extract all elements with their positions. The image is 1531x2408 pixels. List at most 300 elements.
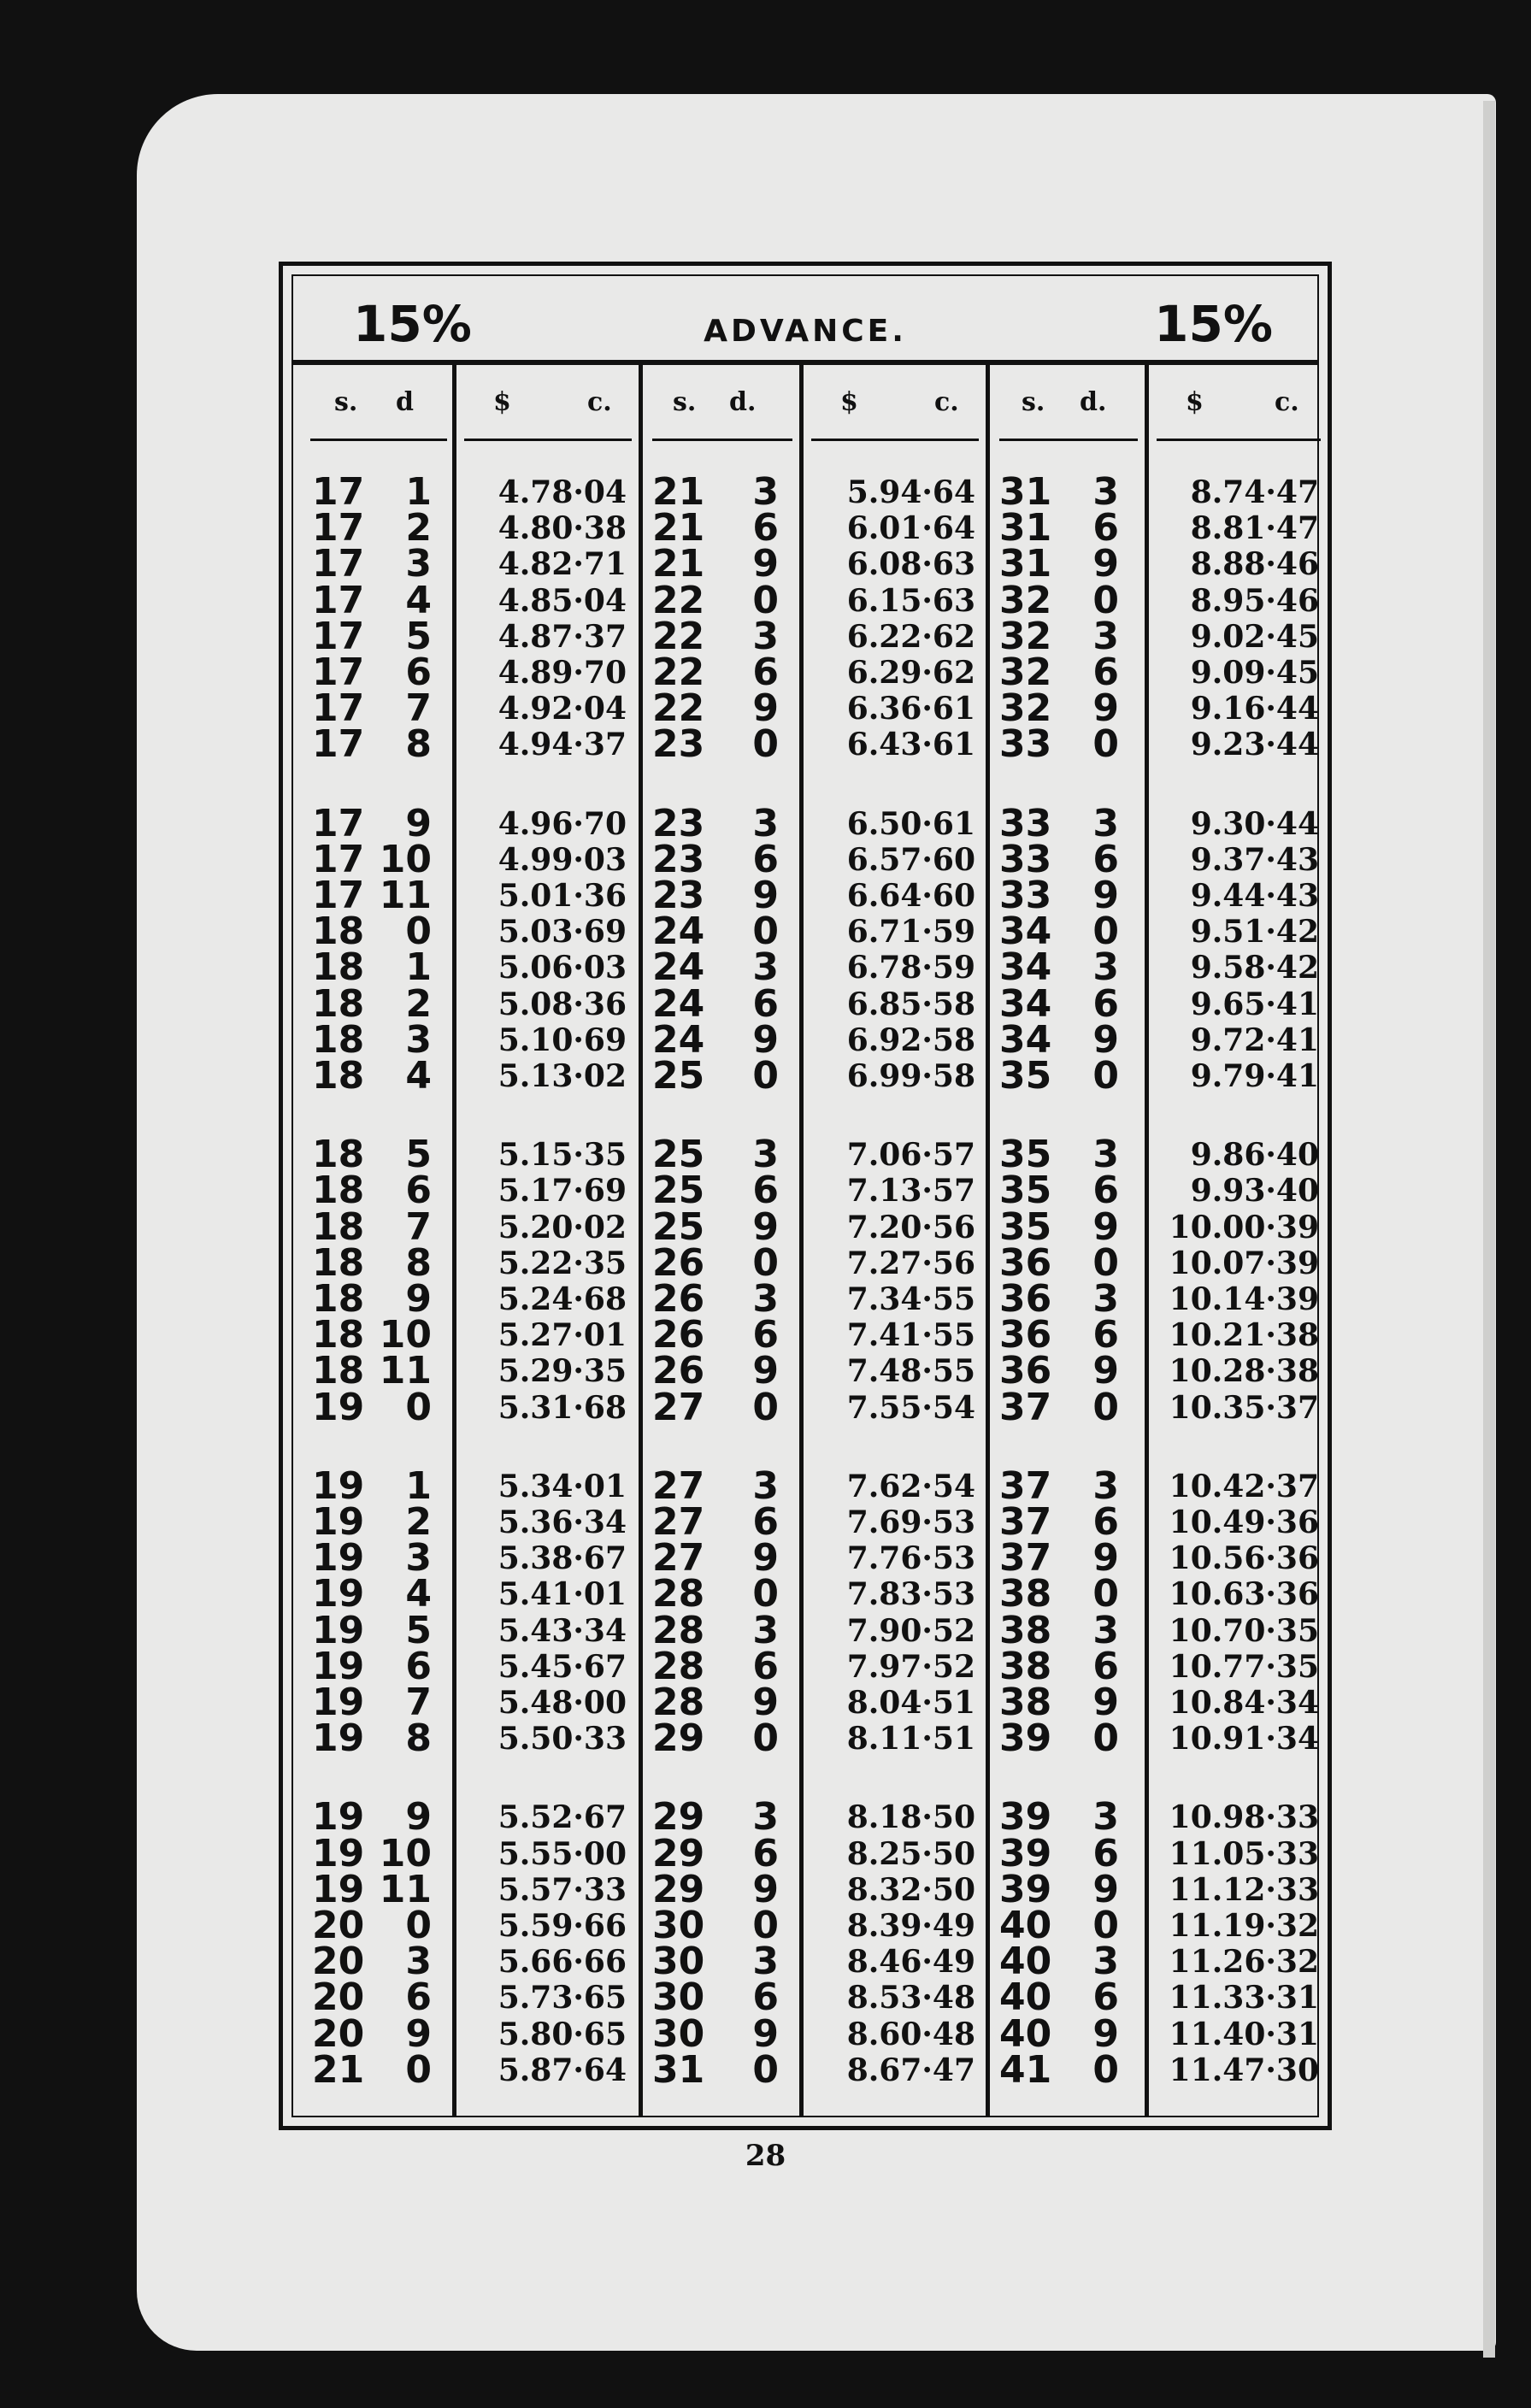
shillings-cell: 24 bbox=[652, 910, 705, 954]
dollars-cell: 9.37·43 bbox=[1190, 841, 1319, 878]
shillings-cell: 18 bbox=[312, 1313, 365, 1357]
shillings-cell: 28 bbox=[652, 1681, 705, 1724]
pence-cell: 9 bbox=[752, 1349, 779, 1393]
dollars-cell: 8.11·51 bbox=[846, 1721, 975, 1757]
pence-cell: 11 bbox=[379, 874, 432, 917]
shillings-cell: 31 bbox=[652, 2047, 705, 2092]
dollars-cell: 10.56·36 bbox=[1169, 1540, 1319, 1577]
dollars-cell: 5.87·64 bbox=[498, 2052, 627, 2088]
table-row bbox=[312, 801, 457, 845]
table-row bbox=[312, 1204, 457, 1249]
dollars-cell: 10.77·35 bbox=[1169, 1648, 1319, 1685]
shillings-cell: 32 bbox=[999, 578, 1052, 622]
shillings-cell: 26 bbox=[652, 1240, 705, 1285]
table-row bbox=[652, 1349, 798, 1393]
shillings-cell: 40 bbox=[999, 1940, 1052, 1984]
pence-cell: 0 bbox=[752, 1385, 779, 1429]
dollars-cell: 9.86·40 bbox=[1190, 1137, 1319, 1174]
table-row bbox=[999, 2047, 1145, 2092]
col-header-dc-3: $ c. bbox=[1186, 387, 1299, 417]
dollars-cell: 5.24·68 bbox=[498, 1281, 627, 1317]
pence-cell: 0 bbox=[752, 1716, 779, 1761]
table-row bbox=[999, 578, 1145, 622]
shillings-cell: 21 bbox=[652, 506, 705, 550]
shillings-cell: 30 bbox=[652, 2011, 705, 2056]
dollars-cell: 7.90·52 bbox=[846, 1612, 975, 1649]
pence-cell: 3 bbox=[752, 945, 779, 990]
pence-cell: 4 bbox=[405, 1572, 432, 1616]
table-row bbox=[999, 1204, 1145, 1249]
pence-cell: 9 bbox=[752, 2011, 779, 2056]
dollars-cell: 5.15·35 bbox=[498, 1137, 627, 1174]
table-row bbox=[652, 1644, 798, 1688]
table-row bbox=[999, 1940, 1145, 1984]
shillings-cell: 22 bbox=[652, 578, 705, 622]
pence-cell: 9 bbox=[1092, 2011, 1119, 2056]
dollars-cell: 10.14·39 bbox=[1169, 1281, 1319, 1317]
table-row bbox=[312, 1867, 457, 1911]
shillings-cell: 18 bbox=[312, 981, 365, 1026]
table-row bbox=[999, 1795, 1145, 1840]
pence-cell: 6 bbox=[1092, 837, 1119, 881]
dollars-cell: 6.36·61 bbox=[846, 691, 975, 727]
shillings-cell: 40 bbox=[999, 2011, 1052, 2056]
dollars-cell: 4.85·04 bbox=[498, 582, 627, 619]
dollars-cell: 5.38·67 bbox=[498, 1540, 627, 1577]
dollars-cell: 5.36·34 bbox=[498, 1504, 627, 1540]
dollars-cell: 4.99·03 bbox=[498, 841, 627, 878]
table-row bbox=[652, 542, 798, 586]
table-row bbox=[312, 1536, 457, 1581]
table-row bbox=[999, 1054, 1145, 1098]
dollars-cell: 5.59·66 bbox=[498, 1908, 627, 1944]
dollars-cell: 10.21·38 bbox=[1169, 1317, 1319, 1354]
shillings-cell: 19 bbox=[312, 1500, 365, 1544]
shillings-cell: 20 bbox=[312, 1975, 365, 2020]
table-row bbox=[312, 1313, 457, 1357]
dollars-cell: 4.80·38 bbox=[498, 510, 627, 547]
pence-cell: 0 bbox=[752, 578, 779, 622]
dollars-cell: 6.43·61 bbox=[846, 727, 975, 763]
header-underline bbox=[811, 439, 979, 441]
dollars-cell: 5.29·35 bbox=[498, 1353, 627, 1390]
table-row bbox=[999, 2011, 1145, 2056]
pence-cell: 6 bbox=[752, 1975, 779, 2020]
pence-cell: 0 bbox=[405, 1904, 432, 1947]
pence-cell: 5 bbox=[405, 1608, 432, 1652]
table-row bbox=[312, 1904, 457, 1947]
shillings-cell: 35 bbox=[999, 1204, 1052, 1249]
dollars-cell: 6.29·62 bbox=[846, 655, 975, 691]
pence-cell: 3 bbox=[1092, 1608, 1119, 1652]
table-row bbox=[312, 1133, 457, 1177]
shillings-cell: 33 bbox=[999, 722, 1052, 767]
table-row bbox=[312, 945, 457, 990]
table-row bbox=[312, 651, 457, 694]
dollars-cell: 6.01·64 bbox=[846, 510, 975, 547]
dollars-cell: 7.27·56 bbox=[846, 1245, 975, 1281]
dollars-cell: 5.52·67 bbox=[498, 1799, 627, 1836]
pence-cell: 3 bbox=[752, 614, 779, 658]
dollars-cell: 4.96·70 bbox=[498, 805, 627, 842]
dollars-cell: 11.40·31 bbox=[1169, 2016, 1319, 2052]
dollars-cell: 7.41·55 bbox=[846, 1317, 975, 1354]
shillings-cell: 23 bbox=[652, 801, 705, 845]
dollars-cell: 7.69·53 bbox=[846, 1504, 975, 1540]
table-row bbox=[999, 1681, 1145, 1724]
pence-cell: 8 bbox=[405, 1716, 432, 1761]
pence-cell: 3 bbox=[1092, 470, 1119, 514]
dollars-cell: 5.41·01 bbox=[498, 1576, 627, 1613]
table-row bbox=[312, 981, 457, 1026]
shillings-cell: 17 bbox=[312, 578, 365, 622]
pence-cell: 9 bbox=[752, 686, 779, 731]
divider bbox=[986, 365, 990, 2116]
table-row bbox=[652, 1204, 798, 1249]
pence-cell: 6 bbox=[1092, 1500, 1119, 1544]
pence-cell: 3 bbox=[1092, 1133, 1119, 1177]
shillings-cell: 26 bbox=[652, 1349, 705, 1393]
pence-cell: 6 bbox=[1092, 1313, 1119, 1357]
shillings-cell: 29 bbox=[652, 1795, 705, 1840]
shillings-cell: 18 bbox=[312, 1054, 365, 1098]
table-row bbox=[312, 2011, 457, 2056]
table-row bbox=[652, 1054, 798, 1098]
table-row bbox=[652, 1716, 798, 1761]
table-row bbox=[312, 506, 457, 550]
shillings-cell: 19 bbox=[312, 1385, 365, 1429]
table-header bbox=[293, 276, 1317, 365]
pence-cell: 0 bbox=[752, 1054, 779, 1098]
dollars-cell: 11.26·32 bbox=[1169, 1944, 1319, 1981]
pence-cell: 9 bbox=[405, 1277, 432, 1321]
shillings-cell: 23 bbox=[652, 874, 705, 917]
shillings-cell: 19 bbox=[312, 1681, 365, 1724]
table-row bbox=[999, 651, 1145, 694]
pence-cell: 8 bbox=[405, 1240, 432, 1285]
table-row bbox=[312, 1681, 457, 1724]
dollars-cell: 9.30·44 bbox=[1190, 805, 1319, 842]
table-row bbox=[652, 614, 798, 658]
pence-cell: 3 bbox=[1092, 1463, 1119, 1508]
dollars-cell: 6.57·60 bbox=[846, 841, 975, 878]
pence-cell: 6 bbox=[752, 1313, 779, 1357]
dollars-cell: 11.12·33 bbox=[1169, 1871, 1319, 1908]
shillings-cell: 39 bbox=[999, 1716, 1052, 1761]
table-row bbox=[312, 1716, 457, 1761]
shillings-cell: 22 bbox=[652, 651, 705, 694]
pence-cell: 3 bbox=[405, 1536, 432, 1581]
shillings-cell: 35 bbox=[999, 1133, 1052, 1177]
table-row bbox=[652, 686, 798, 731]
pence-cell: 0 bbox=[405, 1385, 432, 1429]
dollars-cell: 5.22·35 bbox=[498, 1245, 627, 1281]
dollars-cell: 9.44·43 bbox=[1190, 878, 1319, 914]
shillings-cell: 35 bbox=[999, 1169, 1052, 1213]
dollars-cell: 5.03·69 bbox=[498, 914, 627, 951]
shillings-cell: 19 bbox=[312, 1716, 365, 1761]
pence-cell: 0 bbox=[752, 722, 779, 767]
table-row bbox=[312, 722, 457, 767]
table-row bbox=[312, 1940, 457, 1984]
table-row bbox=[999, 1385, 1145, 1429]
pence-cell: 3 bbox=[1092, 945, 1119, 990]
dollars-cell: 8.18·50 bbox=[846, 1799, 975, 1836]
divider bbox=[639, 365, 643, 2116]
table-inner bbox=[291, 274, 1319, 2117]
dollars-cell: 8.81·47 bbox=[1190, 510, 1319, 547]
shillings-cell: 28 bbox=[652, 1644, 705, 1688]
dollars-cell: 4.78·04 bbox=[498, 474, 627, 510]
pence-cell: 3 bbox=[1092, 1795, 1119, 1840]
pence-cell: 11 bbox=[379, 1867, 432, 1911]
pence-cell: 10 bbox=[379, 837, 432, 881]
table-row bbox=[312, 1644, 457, 1688]
table-row bbox=[312, 1349, 457, 1393]
col-header-dc-2: $ c. bbox=[840, 387, 959, 417]
pence-cell: 3 bbox=[1092, 1940, 1119, 1984]
dollars-cell: 5.13·02 bbox=[498, 1058, 627, 1094]
pence-cell: 3 bbox=[752, 1277, 779, 1321]
pence-cell: 0 bbox=[405, 2047, 432, 2092]
shillings-cell: 30 bbox=[652, 1904, 705, 1947]
shillings-cell: 29 bbox=[652, 1716, 705, 1761]
dollars-cell: 6.08·63 bbox=[846, 546, 975, 583]
pence-cell: 7 bbox=[405, 686, 432, 731]
header-underline bbox=[999, 439, 1138, 441]
table-row bbox=[652, 837, 798, 881]
shillings-cell: 19 bbox=[312, 1867, 365, 1911]
pence-cell: 5 bbox=[405, 614, 432, 658]
dollars-cell: 10.28·38 bbox=[1169, 1353, 1319, 1390]
shillings-cell: 34 bbox=[999, 1017, 1052, 1062]
pence-cell: 6 bbox=[1092, 651, 1119, 694]
table-row bbox=[312, 578, 457, 622]
shillings-cell: 20 bbox=[312, 1940, 365, 1984]
table-row bbox=[312, 874, 457, 917]
dollars-cell: 5.43·34 bbox=[498, 1612, 627, 1649]
pence-cell: 6 bbox=[405, 1975, 432, 2020]
pence-cell: 9 bbox=[1092, 1867, 1119, 1911]
shillings-cell: 33 bbox=[999, 801, 1052, 845]
shillings-cell: 25 bbox=[652, 1133, 705, 1177]
pence-cell: 6 bbox=[752, 1644, 779, 1688]
shillings-cell: 20 bbox=[312, 1904, 365, 1947]
table-row bbox=[652, 2011, 798, 2056]
shillings-cell: 25 bbox=[652, 1054, 705, 1098]
shillings-cell: 36 bbox=[999, 1277, 1052, 1321]
shillings-cell: 19 bbox=[312, 1463, 365, 1508]
shillings-cell: 33 bbox=[999, 874, 1052, 917]
pence-cell: 9 bbox=[752, 542, 779, 586]
shillings-cell: 18 bbox=[312, 1169, 365, 1213]
header-underline bbox=[310, 439, 447, 441]
pence-cell: 3 bbox=[752, 1795, 779, 1840]
percent-right: 15% bbox=[1154, 295, 1273, 353]
table-row bbox=[999, 506, 1145, 550]
pence-cell: 3 bbox=[405, 1017, 432, 1062]
pence-cell: 7 bbox=[405, 1204, 432, 1249]
table-row bbox=[652, 1572, 798, 1616]
pence-cell: 0 bbox=[1092, 1054, 1119, 1098]
table-row bbox=[652, 1975, 798, 2020]
table-row bbox=[652, 1017, 798, 1062]
shillings-cell: 39 bbox=[999, 1831, 1052, 1875]
table-row bbox=[999, 1169, 1145, 1213]
table-row bbox=[312, 1277, 457, 1321]
shillings-cell: 22 bbox=[652, 614, 705, 658]
shillings-cell: 29 bbox=[652, 1831, 705, 1875]
dollars-cell: 9.79·41 bbox=[1190, 1058, 1319, 1094]
pence-cell: 3 bbox=[1092, 1277, 1119, 1321]
shillings-cell: 17 bbox=[312, 614, 365, 658]
shillings-cell: 40 bbox=[999, 1975, 1052, 2020]
dollars-cell: 10.42·37 bbox=[1169, 1468, 1319, 1504]
table-row bbox=[312, 1831, 457, 1875]
pence-cell: 7 bbox=[405, 1681, 432, 1724]
table-row bbox=[312, 910, 457, 954]
table-row bbox=[999, 910, 1145, 954]
table-row bbox=[652, 1277, 798, 1321]
dollars-cell: 10.91·34 bbox=[1169, 1721, 1319, 1757]
table-row bbox=[652, 1385, 798, 1429]
table-row bbox=[652, 578, 798, 622]
dollars-cell: 8.95·46 bbox=[1190, 582, 1319, 619]
pence-cell: 4 bbox=[405, 578, 432, 622]
pence-cell: 8 bbox=[405, 722, 432, 767]
pence-cell: 10 bbox=[379, 1831, 432, 1875]
shillings-cell: 21 bbox=[652, 470, 705, 514]
dollars-cell: 6.78·59 bbox=[846, 950, 975, 986]
table-row bbox=[312, 1975, 457, 2020]
shillings-cell: 28 bbox=[652, 1608, 705, 1652]
table-row bbox=[999, 1867, 1145, 1911]
table-row bbox=[312, 1385, 457, 1429]
table-row bbox=[652, 1536, 798, 1581]
shillings-cell: 17 bbox=[312, 686, 365, 731]
table-frame bbox=[279, 262, 1332, 2130]
dollars-cell: 8.46·49 bbox=[846, 1944, 975, 1981]
table-row bbox=[652, 945, 798, 990]
shillings-cell: 32 bbox=[999, 614, 1052, 658]
pence-cell: 9 bbox=[1092, 542, 1119, 586]
pence-cell: 0 bbox=[752, 1240, 779, 1285]
shillings-cell: 19 bbox=[312, 1644, 365, 1688]
shillings-cell: 38 bbox=[999, 1572, 1052, 1616]
table-row bbox=[312, 1795, 457, 1840]
dollars-cell: 9.58·42 bbox=[1190, 950, 1319, 986]
table-row bbox=[652, 1500, 798, 1544]
table-row bbox=[999, 981, 1145, 1026]
table-row bbox=[999, 1133, 1145, 1177]
dollars-cell: 10.49·36 bbox=[1169, 1504, 1319, 1540]
col-header-dc-1: $ c. bbox=[493, 387, 612, 417]
percent-left: 15% bbox=[353, 295, 472, 353]
dollars-cell: 8.60·48 bbox=[846, 2016, 975, 2052]
dollars-cell: 7.20·56 bbox=[846, 1209, 975, 1245]
table-row bbox=[999, 686, 1145, 731]
pence-cell: 0 bbox=[1092, 578, 1119, 622]
dollars-cell: 8.88·46 bbox=[1190, 546, 1319, 583]
shillings-cell: 38 bbox=[999, 1608, 1052, 1652]
shillings-cell: 31 bbox=[999, 542, 1052, 586]
table-row bbox=[652, 2047, 798, 2092]
pence-cell: 2 bbox=[405, 506, 432, 550]
pence-cell: 6 bbox=[405, 651, 432, 694]
table-row bbox=[652, 506, 798, 550]
shillings-cell: 32 bbox=[999, 651, 1052, 694]
shillings-cell: 31 bbox=[999, 506, 1052, 550]
pence-cell: 0 bbox=[1092, 1716, 1119, 1761]
shillings-cell: 41 bbox=[999, 2047, 1052, 2092]
shillings-cell: 23 bbox=[652, 837, 705, 881]
pence-cell: 0 bbox=[1092, 1385, 1119, 1429]
dollars-cell: 5.57·33 bbox=[498, 1871, 627, 1908]
pence-cell: 3 bbox=[752, 470, 779, 514]
pence-cell: 6 bbox=[405, 1644, 432, 1688]
table-row bbox=[312, 686, 457, 731]
table-row bbox=[312, 1608, 457, 1652]
shillings-cell: 37 bbox=[999, 1463, 1052, 1508]
shillings-cell: 32 bbox=[999, 686, 1052, 731]
table-row bbox=[999, 1463, 1145, 1508]
pence-cell: 9 bbox=[1092, 1536, 1119, 1581]
table-row bbox=[652, 910, 798, 954]
page-number: 28 bbox=[745, 2139, 786, 2173]
shillings-cell: 27 bbox=[652, 1463, 705, 1508]
dollars-cell: 6.71·59 bbox=[846, 914, 975, 951]
dollars-cell: 4.94·37 bbox=[498, 727, 627, 763]
shillings-cell: 29 bbox=[652, 1867, 705, 1911]
shillings-cell: 17 bbox=[312, 651, 365, 694]
pence-cell: 6 bbox=[1092, 506, 1119, 550]
dollars-cell: 10.98·33 bbox=[1169, 1799, 1319, 1836]
shillings-cell: 37 bbox=[999, 1536, 1052, 1581]
pence-cell: 10 bbox=[379, 1313, 432, 1357]
pence-cell: 6 bbox=[1092, 1169, 1119, 1213]
pence-cell: 6 bbox=[752, 981, 779, 1026]
shillings-cell: 17 bbox=[312, 722, 365, 767]
table-row bbox=[652, 1940, 798, 1984]
pence-cell: 3 bbox=[405, 542, 432, 586]
dollars-cell: 6.15·63 bbox=[846, 582, 975, 619]
header-underline bbox=[1157, 439, 1321, 441]
pence-cell: 6 bbox=[752, 1500, 779, 1544]
table-row bbox=[999, 801, 1145, 845]
dollars-cell: 9.72·41 bbox=[1190, 1021, 1319, 1058]
dollars-cell: 9.09·45 bbox=[1190, 655, 1319, 691]
table-row bbox=[999, 1716, 1145, 1761]
shillings-cell: 34 bbox=[999, 981, 1052, 1026]
dollars-cell: 11.33·31 bbox=[1169, 1980, 1319, 2016]
pence-cell: 0 bbox=[752, 2047, 779, 2092]
shillings-cell: 39 bbox=[999, 1795, 1052, 1840]
shillings-cell: 37 bbox=[999, 1500, 1052, 1544]
pence-cell: 4 bbox=[405, 1054, 432, 1098]
dollars-cell: 7.83·53 bbox=[846, 1576, 975, 1613]
table-row bbox=[999, 1500, 1145, 1544]
shillings-cell: 17 bbox=[312, 801, 365, 845]
pence-cell: 0 bbox=[1092, 1572, 1119, 1616]
shillings-cell: 17 bbox=[312, 874, 365, 917]
table-row bbox=[999, 1831, 1145, 1875]
shillings-cell: 24 bbox=[652, 1017, 705, 1062]
pence-cell: 0 bbox=[1092, 910, 1119, 954]
divider bbox=[1145, 365, 1149, 2116]
pence-cell: 5 bbox=[405, 1133, 432, 1177]
dollars-cell: 6.99·58 bbox=[846, 1058, 975, 1094]
pence-cell: 9 bbox=[1092, 1349, 1119, 1393]
